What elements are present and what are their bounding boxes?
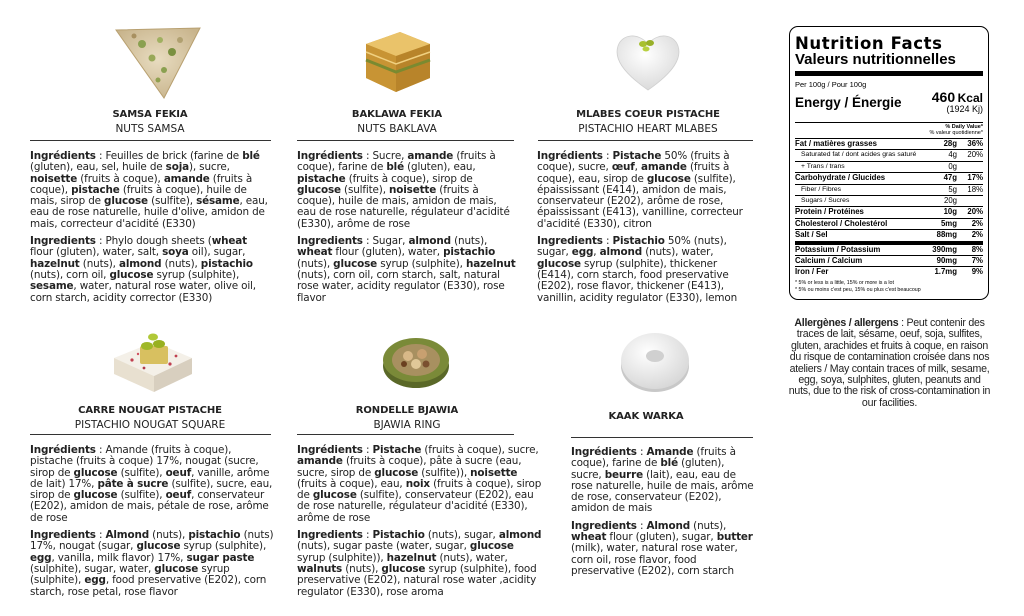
allergens-note [788, 318, 991, 409]
nutrient-percent: 18% [967, 184, 983, 194]
allergen-term: soya [162, 246, 189, 259]
ingredients-en [537, 236, 755, 304]
allergen-term: Ingrédients [571, 446, 637, 458]
ingredient-text: (sulphite), sugar, water, [30, 562, 155, 575]
allergen-term: glucose [136, 540, 181, 553]
allergen-term: butter [716, 531, 753, 544]
ingredient-text: (nuts), corn oil, corn starch, salt, natural rose water, acidity regulator (E330), rose flavor [297, 268, 505, 304]
ingredient-text: (nuts), [342, 562, 382, 575]
nutrient-label: Potassium / Potassium [795, 244, 881, 254]
product-name: SAMSA FEKIA [112, 109, 188, 120]
nutrient-label: Saturated fat / dont acides gras saturé [801, 151, 917, 159]
nutrient-percent: 2% [971, 218, 983, 228]
allergen-term: oeuf [165, 466, 192, 479]
allergens-text: : Peut contenir des traces de lait, sésame, oeuf, soja, sulfites, gluten, arachides et fruits à coque, en raison du risque de contamination croisée dans nos ateliers / May contain traces of milk, sesame, egg, soya, sulphites, gluten, peanuts and nuts, due to the risk of cross-contamination in our facilities. [788, 317, 991, 409]
baklawa-fekia-image [360, 26, 434, 100]
nutrient-percent: 17% [967, 173, 983, 183]
allergen-term: Ingrédients [297, 444, 363, 456]
nutrient-label: Carbohydrate / Glucides [795, 173, 886, 183]
allergen-term: glucose [646, 172, 691, 185]
ingredient-text: (nuts), sugar paste (water, sugar, [297, 540, 470, 553]
ingredient-text: (nuts), [161, 257, 201, 270]
ingredient-text: , food preservative (E202), corn starch, rose petal, rose flavor [30, 574, 267, 598]
product-name: RONDELLE BJAWIA [355, 405, 459, 416]
ingredient-text: : Phylo dough sheets ( [95, 235, 212, 248]
product-subtitle: NUTS SAMSA [115, 123, 185, 135]
energy-kcal-number: 460 [931, 89, 956, 105]
ingredient-text: (milk), water, natural rose water, corn oil, rose flavor, food preservative (E202), corn starch [571, 542, 738, 577]
ingredient-text: (nuts) 17%, nougat (sugar, [30, 529, 274, 553]
ingredient-text: : [362, 529, 373, 542]
allergen-term: sugar paste [186, 551, 255, 564]
allergen-term: Ingrédients [537, 150, 603, 162]
divider [297, 434, 514, 435]
ingredient-text: (nuts), [450, 235, 488, 248]
ingredients-en [30, 236, 270, 304]
nutrient-row [795, 229, 983, 243]
ingredients-block [30, 445, 276, 604]
allergen-term: glucose [374, 466, 419, 479]
ingredients-en [30, 530, 276, 598]
ingredient-text: (sulfite), [147, 195, 197, 208]
allergen-term: Ingredients [571, 519, 637, 532]
daily-value-header [795, 123, 983, 138]
ingredients-block [571, 447, 757, 583]
allergen-term: pistachio [188, 529, 241, 542]
nutrient-percent: 8% [971, 244, 983, 254]
nutrient-percent: 7% [971, 256, 983, 266]
ingredients-block [297, 151, 517, 310]
ingredients-fr [30, 151, 270, 230]
allergen-term: glucose [73, 466, 118, 479]
ingredient-text: (sulfite), épaississant (E414), amidon de mais, conservateur (E202), arôme de rose, épaississant (E413), vanilline, correcteur d'acidité (E330), citron [537, 172, 743, 230]
nutrient-row [795, 244, 983, 255]
allergen-term: glucose [297, 183, 341, 196]
ingredient-text: : Amande (fruits à coque), pistache (fruits à coque) 17%, nougat (sucre, sirop de [30, 444, 259, 479]
ingredient-text: flour (gluten), water, salt, [30, 246, 163, 259]
product-subtitle: PISTACHIO HEART MLABES [578, 123, 718, 135]
nutrient-label: Protein / Protéines [795, 207, 864, 217]
nutrient-rows [795, 138, 983, 278]
product-name: BAKLAWA FEKIA [351, 109, 443, 120]
divider [538, 140, 753, 141]
daily-value-fr: % valeur quotidienne* [929, 130, 983, 136]
allergen-term: oeuf [165, 489, 192, 502]
allergen-term: egg [84, 574, 106, 587]
nutrient-row [795, 149, 983, 160]
ingredient-text: (fruits à coque), [30, 172, 253, 196]
allergen-term: wheat [571, 531, 607, 544]
allergen-term: glucose [537, 257, 581, 270]
ingredient-text: (gluten), sucre, [571, 457, 725, 481]
allergen-term: blé [242, 150, 260, 162]
ingredient-text: (sulfite), [340, 183, 390, 196]
ingredient-text: (fruits à coque), eau, [297, 477, 406, 490]
ingredient-text: syrup (sulphite), [377, 257, 466, 270]
allergen-term: egg [571, 246, 594, 259]
allergen-term: wheat [211, 235, 247, 248]
mlabes-coeur-pistache-image [612, 28, 684, 94]
allergen-term: wheat [297, 246, 333, 259]
allergen-term: noisette [470, 466, 518, 479]
ingredients-block [297, 445, 543, 604]
ingredients-block [537, 151, 755, 310]
allergen-term: glucose [469, 540, 514, 553]
ingredients-en [297, 530, 543, 598]
nutrient-amount: 390mg [932, 244, 957, 254]
energy-value [931, 89, 983, 114]
ingredient-text: , [634, 161, 641, 174]
ingredients-fr [571, 447, 757, 515]
allergen-term: Pistachio [612, 235, 665, 248]
nutrient-amount: 0g [948, 161, 957, 171]
nutrient-row [795, 218, 983, 229]
divider [30, 434, 271, 435]
allergen-term: walnuts [297, 562, 343, 575]
ingredient-text: (gluten), eau, sel, huile de [30, 161, 166, 174]
ingredient-text: , vanilla, milk flavor) 17%, [51, 551, 187, 564]
allergen-term: noisette [30, 172, 78, 185]
nutrition-subtitle: Valeurs nutritionnelles [795, 51, 956, 68]
ingredient-text: (fruits à coque), [77, 172, 164, 185]
kaak-warka-image [618, 326, 692, 396]
ingredients-fr [297, 151, 517, 230]
nutrient-label: Sugars / Sucres [801, 197, 850, 205]
ingredient-text: (nuts), sugar, [424, 529, 499, 542]
nutrient-row [795, 255, 983, 266]
divider [30, 140, 271, 141]
nutrient-amount: 88mg [936, 230, 957, 240]
ingredients-fr [297, 445, 543, 524]
ingredient-text: (fruits à coque), pâte à sucre (eau, sucre, sirop de [297, 455, 522, 479]
ingredient-text: (sulfite), sucre, eau, sirop de [30, 477, 273, 502]
energy-kj: (1924 Kj) [946, 104, 983, 114]
carre-nougat-pistache-image [110, 322, 196, 398]
nutrient-percent: 20% [967, 150, 983, 160]
ingredient-text: oil), sugar, [188, 246, 246, 259]
ingredient-text: syrup (sulphite), food preservative (E202), natural rose water ,acidity regulator (E330), rose aroma [297, 562, 537, 598]
ingredient-text: (nuts), [690, 519, 727, 532]
allergen-term: noix [405, 477, 430, 490]
nutrient-row [795, 266, 983, 277]
nutrient-percent: 9% [971, 267, 983, 277]
divider [571, 437, 753, 438]
nutrition-title: Nutrition Facts [795, 34, 943, 53]
divider [795, 71, 983, 76]
allergen-term: blé [386, 161, 404, 174]
nutrient-label: + Trans / trans [801, 162, 845, 170]
ingredient-text: (lait), eau, eau de rose naturelle, huile de mais, arôme de rose, conservateur (E202), amidon de mais [571, 468, 754, 515]
energy-kcal-unit: Kcal [957, 91, 983, 105]
allergen-term: blé [660, 457, 678, 470]
allergen-term: almond [599, 246, 643, 259]
divider [297, 140, 514, 141]
nutrient-percent: 36% [967, 139, 983, 148]
allergen-term: almond [498, 529, 542, 542]
ingredient-text: (fruits à coque), sirop de [345, 172, 473, 185]
ingredient-text: (fruits à coque), sirop de [297, 477, 542, 502]
allergen-term: beurre [604, 468, 643, 481]
ingredient-text: (fruits à coque), sucre, [421, 444, 539, 456]
serving-size: Per 100g / Pour 100g [795, 80, 867, 89]
allergen-term: almond [408, 235, 451, 248]
energy-label: Energy / Énergie [795, 95, 902, 110]
allergen-term: glucose [333, 257, 378, 270]
ingredient-text: flour (gluten), water, [332, 246, 444, 259]
ingredient-text: : [636, 446, 647, 458]
nutrient-percent: 2% [971, 230, 983, 240]
nutrient-percent: 20% [967, 207, 983, 217]
footnote-en: * 5% or less is a little, 15% or more is a lot [795, 279, 894, 286]
allergen-term: Pistache [372, 444, 422, 456]
ingredient-text: : Feuilles de brick (farine de [95, 150, 243, 162]
allergen-term: sésame [196, 195, 240, 208]
allergen-term: pâte à sucre [97, 477, 169, 490]
samsa-fekia-image [112, 22, 204, 102]
nutrient-amount: 10g [943, 207, 957, 217]
allergen-term: sesame [30, 280, 74, 293]
nutrient-amount: 47g [943, 173, 957, 183]
nutrient-label: Fiber / Fibres [801, 185, 842, 193]
ingredient-text: syrup (sulphite), thickener (E414), corn starch, food preservative (E202), rose flavor, thickener (E413), vanillin, acidity regulator (E330), lemon [537, 257, 737, 304]
allergen-term: glucose [381, 562, 426, 575]
ingredient-text: : Sucre, [362, 150, 408, 162]
allergen-term: Ingredients [30, 529, 96, 542]
allergens-label: Allergènes / allergens [794, 317, 899, 329]
allergen-term: œuf [611, 161, 635, 174]
allergen-term: almond [118, 257, 162, 270]
nutrient-amount: 90mg [936, 256, 957, 266]
allergen-term: Ingrédients [297, 150, 363, 162]
allergen-term: soja [165, 161, 189, 174]
ingredient-text: (fruits à coque), huile de mais, sirop de [30, 183, 247, 208]
ingredient-text: (nuts), corn oil, [30, 268, 110, 281]
ingredient-text: (fruits à coque), farine de [571, 446, 736, 470]
ingredient-text: : [362, 444, 373, 456]
allergen-term: glucose [104, 195, 148, 208]
ingredient-text: syrup (sulphite), [30, 562, 230, 587]
allergen-term: Ingredients [30, 235, 96, 248]
nutrient-label: Salt / Sel [795, 230, 828, 240]
nutrition-facts-panel [789, 26, 989, 300]
ingredient-text: , vanille, arôme de lait) 17%, [30, 466, 270, 490]
nutrient-amount: 28g [943, 139, 957, 148]
product-name: MLABES COEUR PISTACHE [576, 109, 720, 120]
ingredient-text: : [95, 529, 106, 542]
allergen-term: pistachio [443, 246, 496, 259]
ingredient-text: : Sugar, [362, 235, 409, 248]
nutrient-amount: 1.7mg [934, 267, 957, 277]
ingredient-text: flour (gluten), sugar, [606, 531, 717, 544]
ingredient-text: : [602, 150, 613, 162]
ingredient-text: (fruits à coque), huile de mais, amidon de mais, eau de rose naturelle, régulateur d'acidité (E330), arôme de rose [297, 183, 510, 230]
allergen-term: noisette [389, 183, 437, 196]
ingredient-text: syrup (sulphite), [153, 268, 240, 281]
ingredient-text: (nuts), [79, 257, 119, 270]
product-name: CARRE NOUGAT PISTACHE [78, 405, 222, 416]
nutrient-label: Fat / matières grasses [795, 139, 877, 148]
ingredient-text: (sulfite), [117, 466, 166, 479]
allergen-term: pistache [297, 172, 346, 185]
ingredient-text: (fruits à coque), eau, sirop de [537, 161, 730, 185]
ingredient-text: (gluten), eau, [403, 161, 476, 174]
nutrient-amount: 20g [943, 196, 957, 206]
allergen-term: glucose [154, 562, 199, 575]
nutrition-footnote [795, 278, 983, 294]
ingredients-fr [537, 151, 755, 230]
allergen-term: egg [30, 551, 52, 564]
allergen-term: Ingredients [537, 235, 603, 248]
energy-row [795, 89, 983, 122]
allergen-term: Ingredients [297, 529, 363, 542]
product-subtitle: BJAWIA RING [373, 419, 441, 431]
ingredient-text: , eau, eau de rose naturelle, huile d'olive, amidon de mais, correcteur d'acidité (E330) [30, 195, 268, 230]
ingredient-text: (sulfite)), [418, 466, 471, 479]
allergen-term: hazelnut [386, 551, 437, 564]
allergen-term: amande [640, 161, 687, 174]
allergen-term: Amande [646, 446, 694, 458]
allergen-term: amande [407, 150, 454, 162]
ingredient-text: 50% (fruits à coque), sucre, [537, 150, 730, 174]
ingredient-text: (fruits à coque), farine de [297, 150, 496, 174]
allergen-term: Pistache [612, 150, 662, 162]
allergen-term: Pistachio [372, 529, 425, 542]
daily-value-en: % Daily Value* [945, 124, 983, 130]
nutrient-label: Iron / Fer [795, 267, 829, 277]
ingredient-text: (nuts), [297, 257, 334, 270]
nutrient-amount: 4g [948, 150, 957, 160]
nutrient-row [795, 184, 983, 195]
ingredient-text: : [636, 519, 647, 532]
product-subtitle: NUTS BAKLAVA [357, 123, 437, 135]
nutrient-label: Cholesterol / Cholestérol [795, 218, 888, 228]
nutrient-row [795, 206, 983, 217]
ingredient-text: , [593, 246, 600, 259]
allergen-term: Ingredients [297, 235, 363, 248]
ingredient-text: (nuts), water, [642, 246, 714, 259]
allergen-term: Almond [105, 529, 150, 542]
allergen-term: Almond [646, 519, 691, 532]
nutrient-row [795, 138, 983, 149]
allergen-term: glucose [312, 489, 357, 502]
allergen-term: pistachio [200, 257, 253, 270]
nutrient-amount: 5g [948, 184, 957, 194]
ingredient-text: (nuts), water, [436, 551, 508, 564]
ingredient-text: syrup (sulphite), [180, 540, 267, 553]
allergen-term: glucose [109, 268, 154, 281]
footnote-fr: * 5% ou moins c'est peu, 15% ou plus c'est beaucoup [795, 286, 921, 293]
product-name: KAAK WARKA [608, 411, 684, 422]
nutrient-row [795, 161, 983, 172]
ingredient-text: 50% (nuts), sugar, [537, 235, 727, 259]
allergen-term: glucose [73, 489, 118, 502]
allergen-term: Ingrédients [30, 444, 96, 456]
rondelle-bjawia-image [380, 330, 452, 392]
ingredient-text: (nuts), [149, 529, 189, 542]
allergen-term: Ingrédients [30, 150, 96, 162]
ingredient-text: ), sucre, [188, 161, 230, 174]
ingredients-fr [30, 445, 276, 524]
ingredients-en [297, 236, 517, 304]
ingredient-text: , water, natural rose water, olive oil, corn starch, acidity corrector (E330) [30, 280, 256, 304]
allergen-term: hazelnut [465, 257, 516, 270]
allergen-term: pistache [71, 183, 120, 196]
ingredients-en [571, 521, 757, 577]
allergen-term: hazelnut [30, 257, 80, 270]
allergen-term: amande [297, 455, 343, 468]
ingredients-block [30, 151, 270, 310]
nutrient-row [795, 195, 983, 206]
ingredient-text: (sulfite), conservateur (E202), eau de rose naturelle, régulateur d'acidité (E330), arôme de rose [297, 489, 534, 524]
ingredient-text: syrup (sulphite)), [297, 551, 387, 564]
ingredient-text: , conservateur (E202), amidon de mais, pétale de rose, arôme de rose [30, 489, 269, 524]
allergen-term: amande [163, 172, 210, 185]
nutrient-amount: 5mg [940, 218, 957, 228]
nutrient-row [795, 172, 983, 183]
nutrient-label: Calcium / Calcium [795, 256, 863, 266]
product-subtitle: PISTACHIO NOUGAT SQUARE [74, 419, 226, 431]
ingredient-text: : [602, 235, 613, 248]
ingredient-text: (sulfite), [117, 489, 166, 502]
